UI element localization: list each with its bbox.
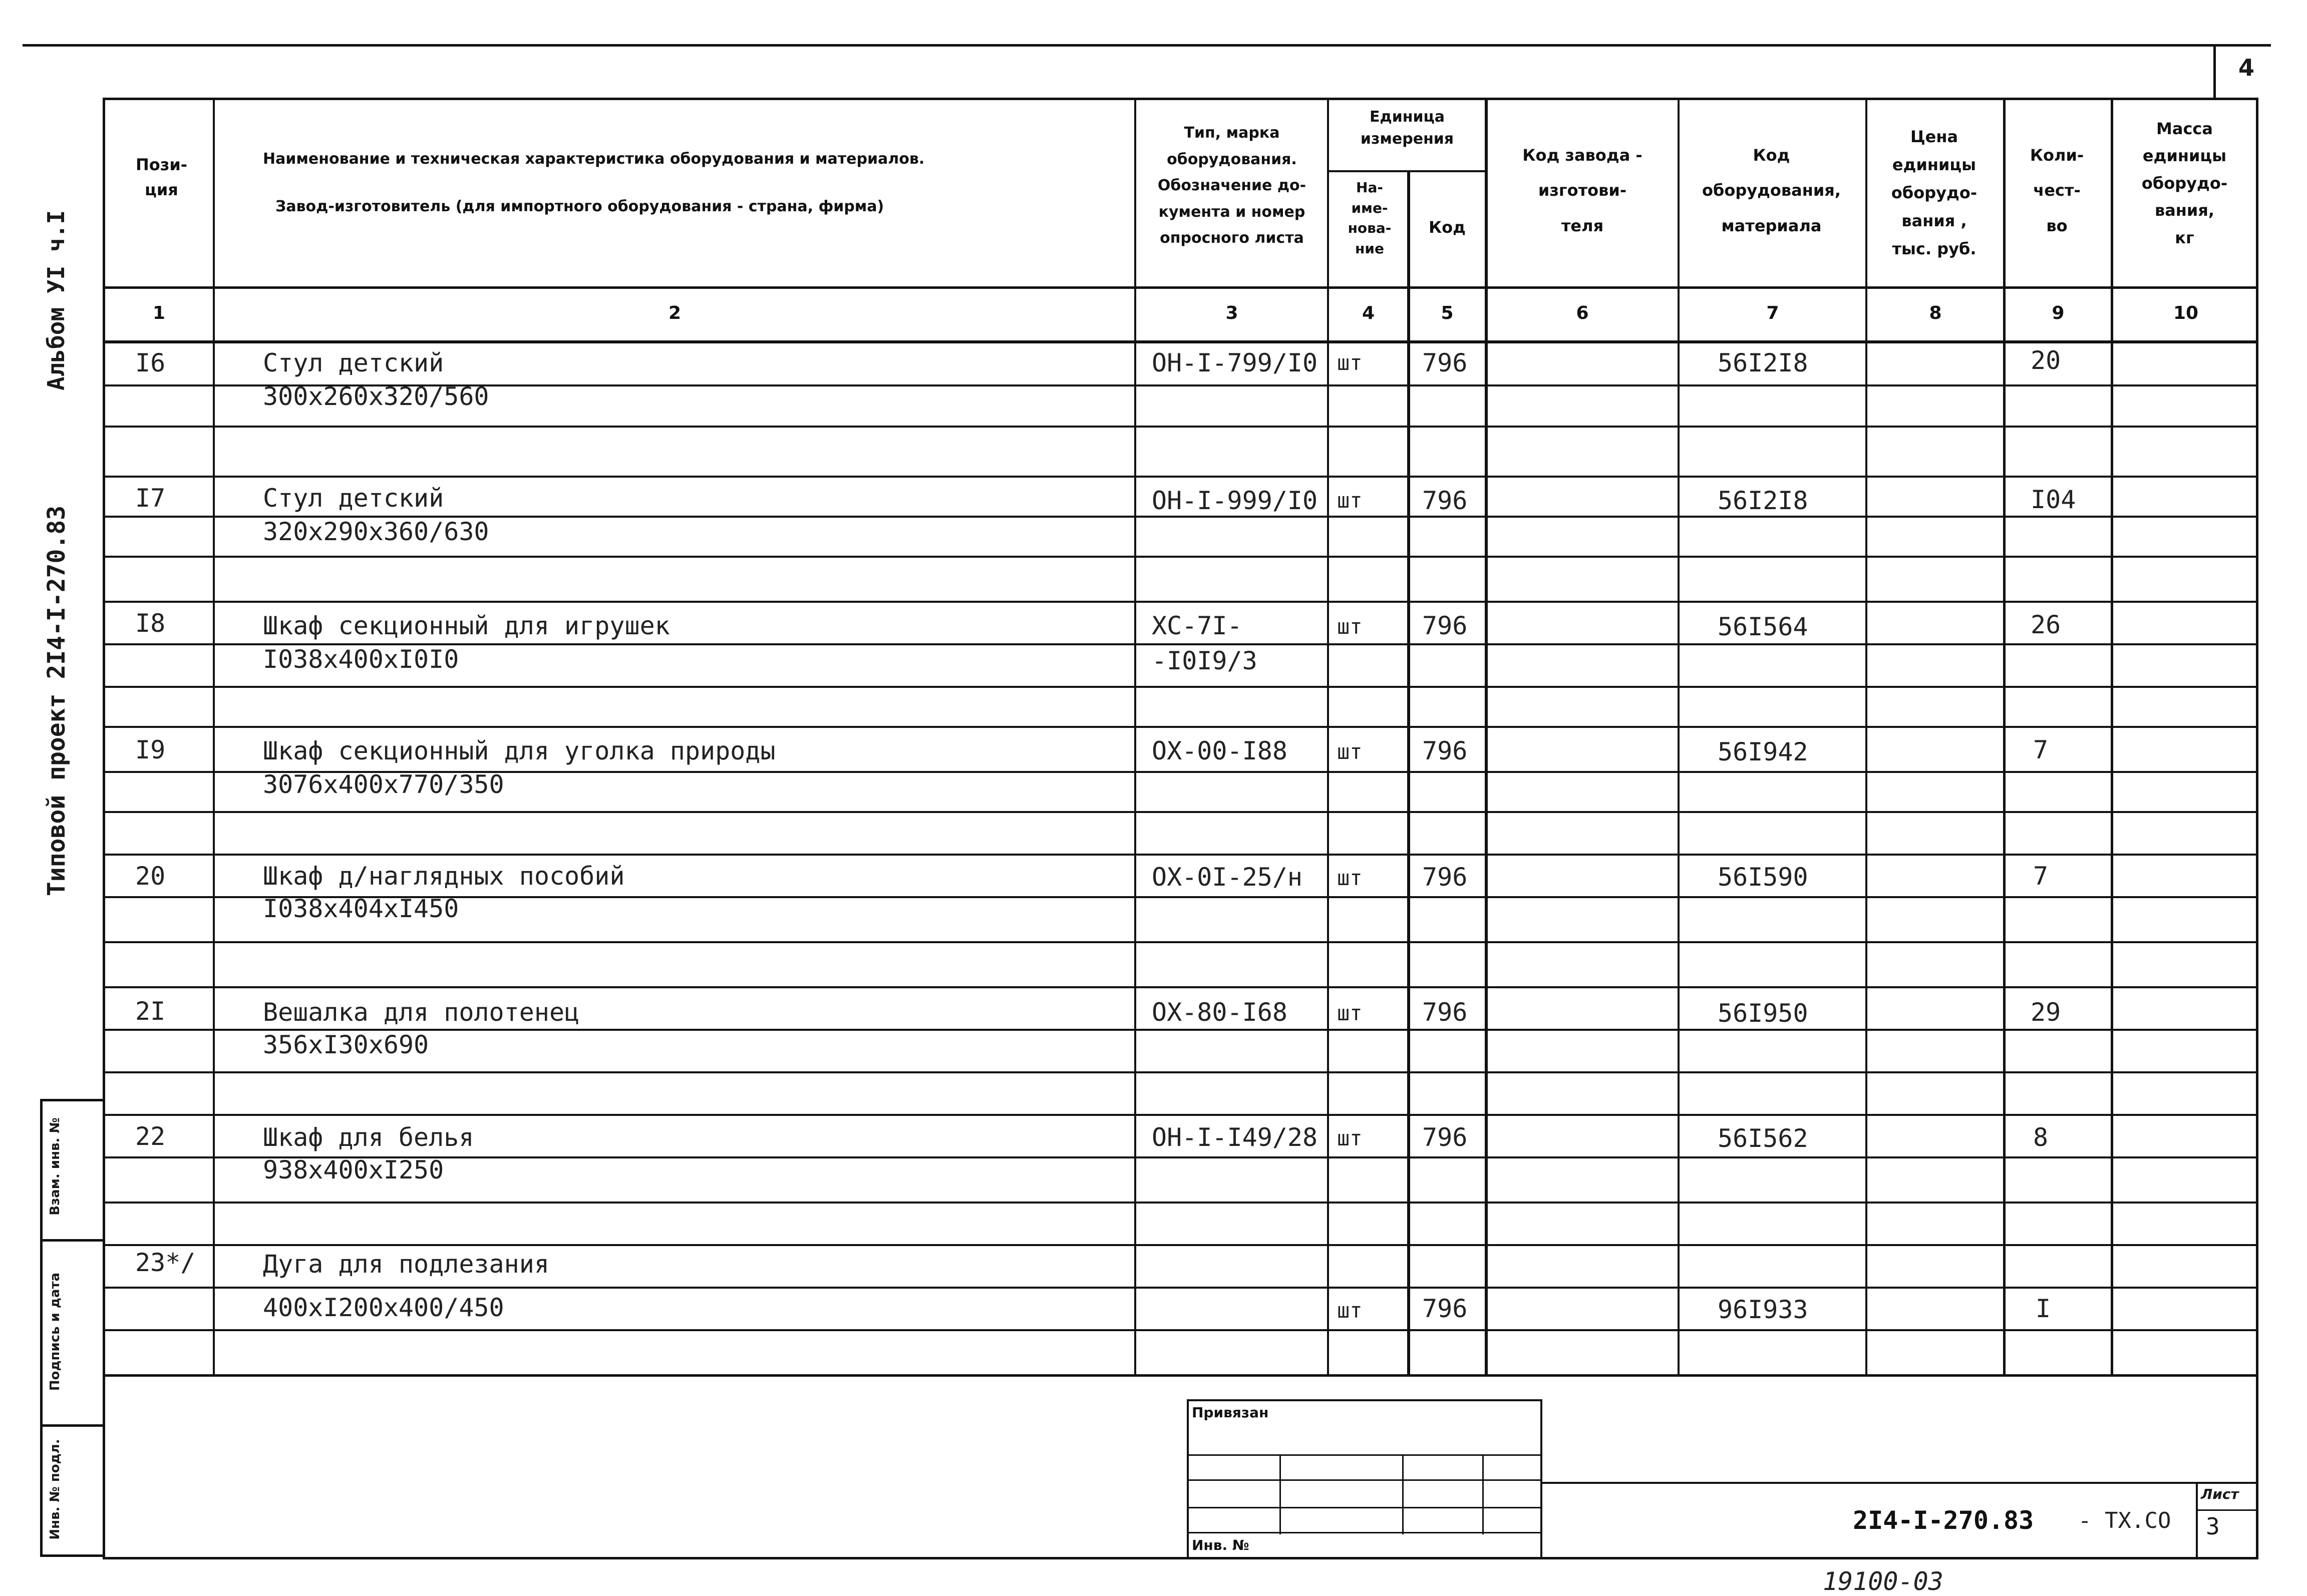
row-19-type: ОХ-00-I88 (1152, 736, 1287, 765)
row-17-pos: I7 (135, 484, 166, 513)
side-stamp-inner-line (40, 1099, 43, 1557)
privyazan-col (1279, 1454, 1281, 1534)
row-21-qty: 29 (2031, 998, 2061, 1027)
row-line (103, 941, 2258, 943)
row-19-unit: шт (1337, 739, 1363, 764)
row-17-unit: шт (1337, 488, 1363, 513)
inv-label: Инв. № (1192, 1537, 1249, 1553)
hdr-unit-code: Код (1429, 218, 1466, 237)
hdr-name-1: Наименование и техническая характеристика оборудования и материалов. (263, 150, 925, 168)
privyazan-line (1187, 1479, 1542, 1481)
row-16-qty: 20 (2031, 346, 2061, 375)
privyazan-label: Привязан (1192, 1404, 1269, 1421)
colnum-7: 7 (1766, 303, 1779, 323)
row-17-unit-code: 796 (1422, 486, 1468, 515)
row-18-name: Шкаф секционный для игрушек (263, 611, 670, 640)
row-line (103, 811, 2258, 813)
row-21-unit: шт (1337, 1001, 1363, 1025)
row-22-code: 56I562 (1718, 1124, 1808, 1153)
hdr-price: Цена единицы оборудо- вания , тыс. руб. (1891, 127, 1978, 258)
row-17-dims: 320x290x360/630 (263, 517, 489, 546)
row-16-name: Стул детский (263, 348, 444, 377)
row-20-unit: шт (1337, 866, 1363, 890)
row-23-name: Дуга для подлезания (263, 1250, 549, 1279)
row-19-dims: 3076x400x770/350 (263, 770, 504, 799)
row-17-qty: I04 (2031, 485, 2076, 514)
row-16-unit-code: 796 (1422, 348, 1468, 377)
hdr-type: Тип, марка оборудования. Обозначение до- кумента и номер опросного листа (1157, 124, 1306, 247)
row-line (103, 726, 2258, 728)
row-16-unit: шт (1337, 350, 1363, 375)
row-line (103, 601, 2258, 603)
privyazan-line (1187, 1507, 1542, 1508)
row-23-qty: I (2036, 1294, 2051, 1323)
row-18-pos: I8 (135, 609, 166, 638)
row-18-type2: -I0I9/3 (1152, 646, 1257, 675)
row-18-dims: I038x400xI0I0 (263, 645, 459, 674)
privyazan-line (1187, 1532, 1542, 1533)
row-21-code: 56I950 (1718, 999, 1808, 1028)
colnum-10: 10 (2173, 303, 2199, 323)
privyazan-line (1187, 1454, 1542, 1456)
row-20-code: 56I590 (1718, 863, 1808, 892)
row-line (103, 1287, 2258, 1289)
row-22-name: Шкаф для белья (263, 1123, 474, 1152)
row-line (103, 1244, 2258, 1246)
row-18-code: 56I564 (1718, 612, 1808, 641)
row-19-unit-code: 796 (1422, 736, 1468, 765)
row-19-pos: I9 (135, 735, 166, 764)
row-19-code: 56I942 (1718, 737, 1808, 766)
col-line-3 (1327, 98, 1329, 1377)
bottom-note: 19100-03 (1823, 1567, 1943, 1596)
row-line (103, 426, 2258, 428)
row-line (103, 1329, 2258, 1331)
col-line-9 (2111, 98, 2113, 1377)
album-label: Альбом УI ч.I (43, 210, 70, 390)
row-20-qty: 7 (2033, 862, 2049, 891)
row-line (103, 556, 2258, 558)
colnum-2: 2 (668, 303, 682, 323)
row-17-code: 56I2I8 (1718, 486, 1808, 515)
col-line-5 (1485, 98, 1488, 1377)
row-18-type: ХС-7I- (1152, 611, 1242, 640)
stamp-podpis-data: Подпись и дата (48, 1272, 63, 1391)
colnum-1: 1 (152, 303, 166, 323)
doc-code: 2I4-I-270.83 (1853, 1506, 2034, 1535)
colnum-4: 4 (1362, 303, 1375, 323)
hdr-unit-name: На- име- нова- ние (1348, 179, 1392, 257)
row-23-unit-code: 796 (1422, 1294, 1468, 1323)
hdr-name-2: Завод-изготовитель (для импортного оборудования - страна, фирма) (275, 198, 884, 215)
row-21-pos: 2I (135, 997, 166, 1026)
colnum-5: 5 (1441, 303, 1454, 323)
row-22-pos: 22 (135, 1122, 166, 1151)
row-23-dims: 400xI200x400/450 (263, 1293, 504, 1322)
row-line (103, 986, 2258, 988)
row-line (103, 476, 2258, 478)
row-20-dims: I038x404xI450 (263, 894, 459, 923)
row-22-unit-code: 796 (1422, 1123, 1468, 1152)
row-18-unit: шт (1337, 614, 1363, 639)
title-block-top (1542, 1482, 2258, 1484)
row-20-unit-code: 796 (1422, 863, 1468, 892)
col-line-2 (1134, 98, 1136, 1377)
row-22-dims: 938x400xI250 (263, 1155, 444, 1184)
colnum-3: 3 (1225, 303, 1238, 323)
col-line-7 (1865, 98, 1867, 1377)
row-20-pos: 20 (135, 862, 166, 891)
privyazan-col (1482, 1454, 1484, 1534)
hdr-unit: Единица измерения (1360, 108, 1454, 148)
list-label: Лист (2201, 1486, 2239, 1502)
row-line (103, 686, 2258, 688)
row-17-type: ОН-I-999/I0 (1152, 486, 1318, 515)
row-16-pos: I6 (135, 348, 166, 377)
corner-box-left (2213, 44, 2216, 99)
sheet-corner-number: 4 (2238, 54, 2255, 81)
list-number: 3 (2206, 1513, 2220, 1540)
colnum-8: 8 (1929, 303, 1942, 323)
hdr-position: Пози- ция (135, 155, 188, 199)
row-line (103, 1202, 2258, 1204)
row-23-pos: 23*/ (135, 1248, 196, 1277)
project-label: Типовой проект 2I4-I-270.83 (43, 505, 71, 897)
doc-suffix: - ТХ.СО (2078, 1508, 2171, 1533)
hdr-mass: Масса единицы оборудо- вания, кг (2141, 119, 2228, 247)
row-22-type: ОН-I-I49/28 (1152, 1123, 1318, 1152)
row-20-name: Шкаф д/наглядных пособий (263, 862, 625, 891)
row-16-dims: 300x260x320/560 (263, 382, 489, 411)
row-17-name: Стул детский (263, 484, 444, 513)
privyazan-col (1402, 1454, 1404, 1534)
col-line-4 (1407, 170, 1410, 1377)
col-line-8 (2003, 98, 2006, 1377)
row-16-type: ОН-I-799/I0 (1152, 348, 1318, 377)
row-line (103, 1114, 2258, 1116)
row-line (103, 854, 2258, 856)
unit-header-divider (1327, 170, 1487, 172)
hdr-factory-code: Код завода - изготови- теля (1522, 146, 1642, 235)
row-23-code: 96I933 (1718, 1295, 1808, 1324)
row-19-qty: 7 (2033, 735, 2049, 764)
row-19-name: Шкаф секционный для уголка природы (263, 736, 776, 765)
row-18-unit-code: 796 (1422, 611, 1468, 640)
header-bottom-line (103, 286, 2258, 289)
row-21-unit-code: 796 (1422, 998, 1468, 1027)
row-21-type: ОХ-80-I68 (1152, 998, 1287, 1027)
colnum-6: 6 (1576, 303, 1589, 323)
col-line-1 (213, 98, 215, 1377)
row-22-unit: шт (1337, 1126, 1363, 1150)
row-21-name: Вешалка для полотенец (263, 998, 580, 1027)
body-bottom-line (103, 1374, 2258, 1377)
row-16-code: 56I2I8 (1718, 348, 1808, 377)
row-line (103, 1071, 2258, 1073)
stamp-inv-podl: Инв. № подл. (48, 1439, 63, 1540)
hdr-quantity: Коли- чест- во (2030, 146, 2084, 235)
col-line-6 (1678, 98, 1680, 1377)
stamp-vzam-inv: Взам. инв. № (48, 1117, 63, 1216)
row-22-qty: 8 (2033, 1123, 2049, 1152)
row-20-type: ОХ-0I-25/н (1152, 863, 1303, 892)
colnum-bottom-line (103, 340, 2258, 343)
colnum-9: 9 (2052, 303, 2065, 323)
row-18-qty: 26 (2031, 610, 2061, 639)
row-21-dims: 356xI30x690 (263, 1030, 429, 1059)
list-divider (2196, 1509, 2258, 1511)
top-frame-line (23, 44, 2271, 47)
hdr-equipment-code: Код оборудования, материала (1702, 146, 1841, 235)
row-23-unit: шт (1337, 1298, 1363, 1323)
